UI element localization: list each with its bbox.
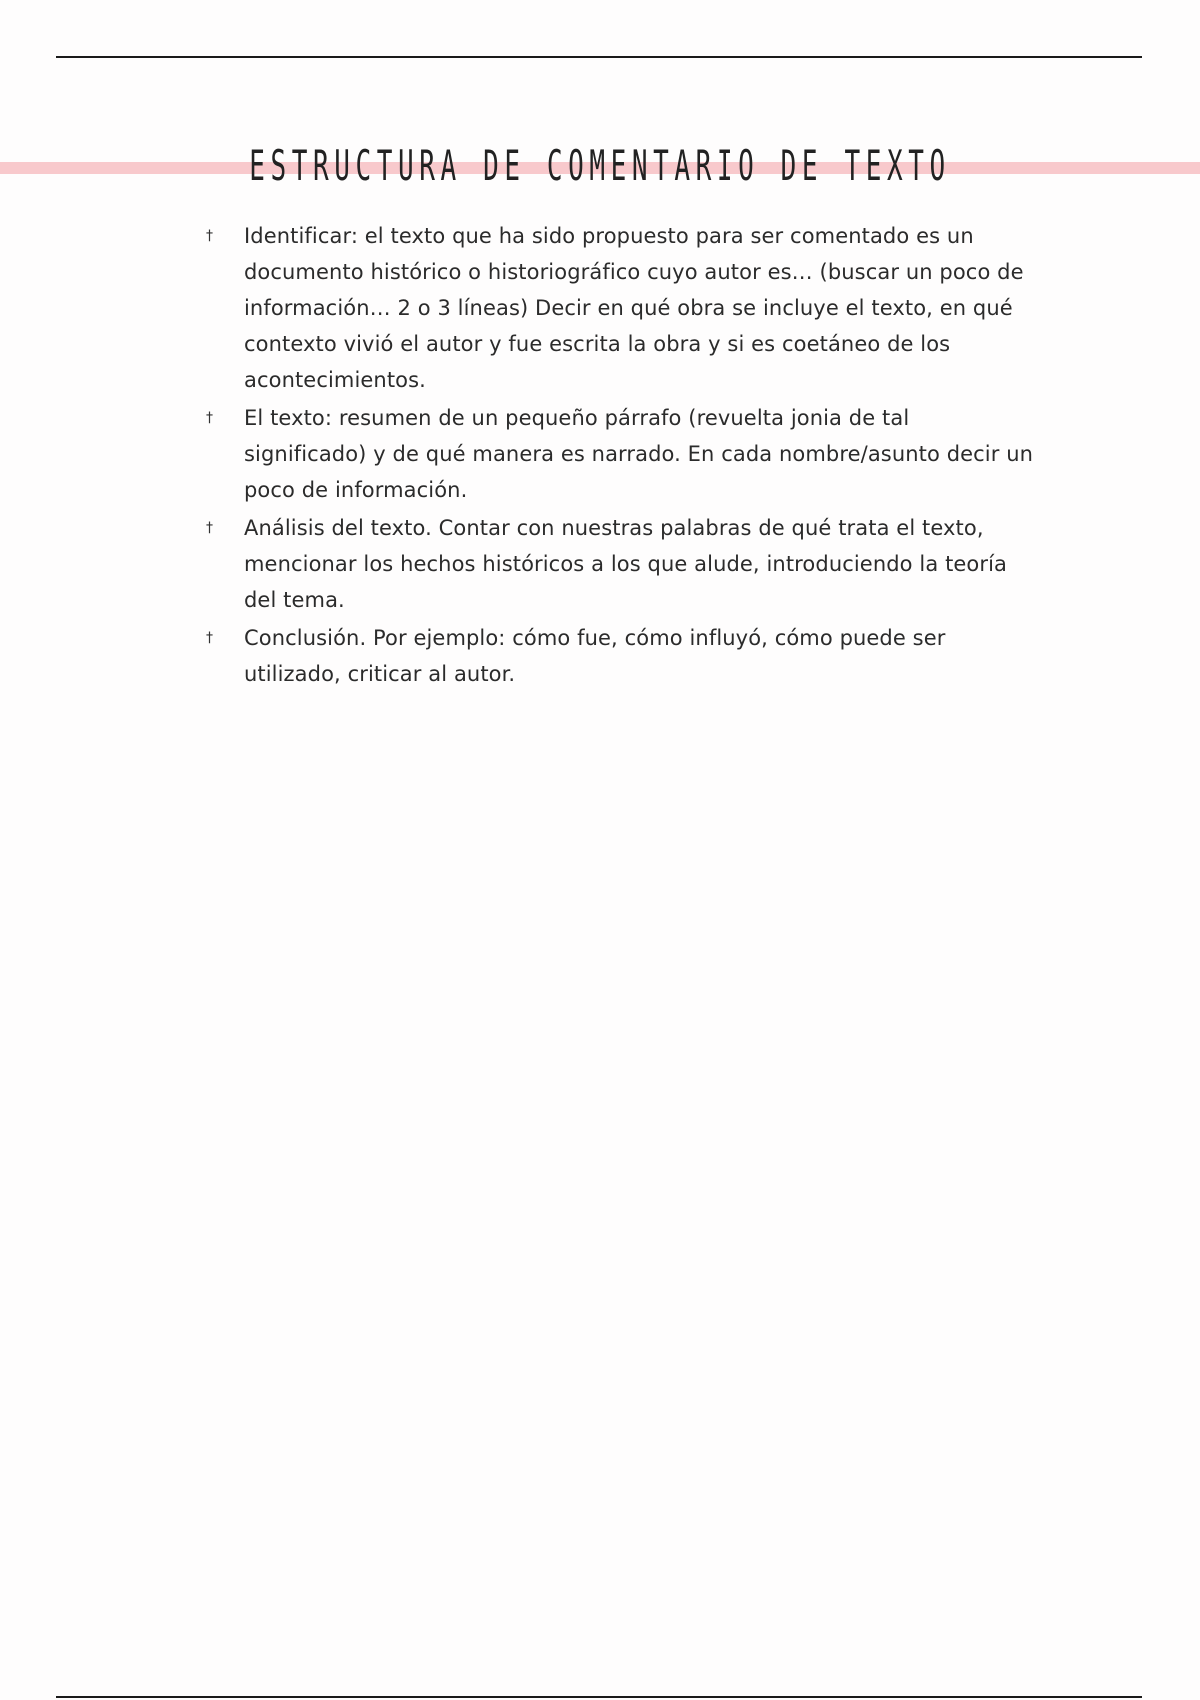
list-item-text: Identificar: el texto que ha sido propuesto para ser comentado es un documento histórico o historiográfico cuyo autor es… (buscar un poco de información… 2 o 3 líneas) Decir en qué obra se incluye el texto, en qué contexto vivió el autor y fue escrita la obra y si es coetáneo de los acontecimientos. [244,224,1024,392]
list-item-text: Conclusión. Por ejemplo: cómo fue, cómo influyó, cómo puede ser utilizado, criticar al autor. [244,626,946,686]
list-item [206,218,1036,398]
cross-bullet-icon: † [206,228,214,244]
cross-bullet-icon: † [206,630,214,646]
cross-bullet-icon: † [206,410,214,426]
top-rule [56,56,1142,58]
list-item-text: El texto: resumen de un pequeño párrafo (revuelta jonia de tal significado) y de qué manera es narrado. En cada nombre/asunto decir un poco de información. [244,406,1034,502]
list-item-text: Análisis del texto. Contar con nuestras palabras de qué trata el texto, mencionar los hechos históricos a los que alude, introduciendo la teoría del tema. [244,516,1008,612]
cross-bullet-icon: † [206,520,214,536]
bottom-rule [56,1696,1142,1698]
bullet-list [206,218,1036,694]
page-title: ESTRUCTURA DE COMENTARIO DE TEXTO [249,141,951,190]
list-item [206,400,1036,508]
list-item [206,620,1036,692]
list-item [206,510,1036,618]
